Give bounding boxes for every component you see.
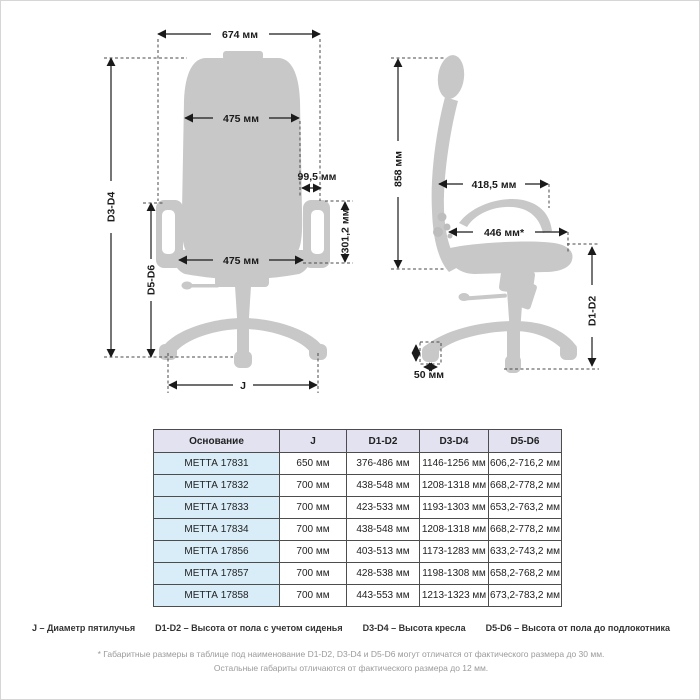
value-d3d4: 1208-1318 мм — [420, 475, 489, 497]
model-name: МЕТТА 17832 — [154, 475, 280, 497]
chair-back-view — [104, 29, 353, 393]
caster-front — [505, 355, 521, 373]
table-row — [154, 519, 562, 541]
legend-item-j — [32, 623, 135, 633]
value-j: 700 мм — [280, 585, 347, 607]
col-header-j: J — [280, 430, 347, 453]
legend-desc: – Высота кресла — [391, 623, 466, 633]
legend-item-d5d6 — [486, 623, 670, 633]
value-d1d2: 438-548 мм — [347, 475, 420, 497]
dim-backrest-width: 475 мм — [223, 113, 259, 125]
adjust-knob — [444, 224, 451, 231]
adjust-knob — [433, 227, 443, 237]
legend-desc: – Высота от пола с учетом сиденья — [183, 623, 343, 633]
headrest — [435, 54, 466, 101]
legend-key: J — [31, 623, 37, 633]
value-j: 700 мм — [280, 475, 347, 497]
caster-side-left — [422, 345, 439, 362]
dimensions-table — [153, 429, 562, 607]
backrest — [182, 58, 302, 254]
legend-desc: – Диаметр пятилучья — [39, 623, 136, 633]
model-name: МЕТТА 17858 — [154, 585, 280, 607]
model-name: МЕТТА 17857 — [154, 563, 280, 585]
value-d1d2: 423-533 мм — [347, 497, 420, 519]
value-d1d2: 403-513 мм — [347, 541, 420, 563]
model-name: МЕТТА 17834 — [154, 519, 280, 541]
dimension-legend — [1, 623, 700, 633]
value-d5d6: 606,2-716,2 мм — [489, 453, 562, 475]
front-leg — [507, 329, 520, 359]
table-row — [154, 475, 562, 497]
value-d1d2: 376-486 мм — [347, 453, 420, 475]
value-d5d6: 653,2-763,2 мм — [489, 497, 562, 519]
adjust-knob — [448, 234, 453, 239]
value-d5d6: 658,2-768,2 мм — [489, 563, 562, 585]
adjust-rod — [465, 294, 507, 301]
value-d3d4: 1193-1303 мм — [420, 497, 489, 519]
model-name: МЕТТА 17833 — [154, 497, 280, 519]
legend-key: D3-D4 — [362, 623, 389, 633]
legend-key: D5-D6 — [485, 623, 512, 633]
table-row — [154, 497, 562, 519]
table-row — [154, 453, 562, 475]
dim-back-height: 858 мм — [392, 151, 405, 187]
dim-armrest-height: 301,2 мм — [339, 208, 352, 254]
value-d3d4: 1198-1308 мм — [420, 563, 489, 585]
value-d3d4: 1173-1283 мм — [420, 541, 489, 563]
lever-handle — [182, 282, 193, 290]
col-header-base: Основание — [154, 430, 280, 453]
model-name: МЕТТА 17856 — [154, 541, 280, 563]
caster-side-right — [560, 343, 577, 360]
dim-upper-depth: 418,5 мм — [471, 179, 517, 191]
value-d5d6: 668,2-778,2 мм — [489, 519, 562, 541]
value-d3d4: 1213-1323 мм — [420, 585, 489, 607]
legend-item-d1d2 — [155, 623, 342, 633]
dim-overall-width: 674 мм — [222, 29, 258, 41]
value-j: 700 мм — [280, 519, 347, 541]
footnote-line-2: Остальные габариты отличаются от фактического размера до 12 мм. — [213, 663, 489, 673]
table-row — [154, 563, 562, 585]
armrest-left-slot — [162, 210, 175, 254]
chair-side-view — [391, 54, 599, 381]
footnote — [1, 647, 700, 675]
col-header-d5d6: D5-D6 — [489, 430, 562, 453]
caster-right — [309, 344, 327, 360]
value-d5d6: 668,2-778,2 мм — [489, 475, 562, 497]
rod-handle — [459, 293, 470, 301]
legend-desc: – Высота от пола до подлокотника — [514, 623, 671, 633]
value-j: 700 мм — [280, 541, 347, 563]
table-row — [154, 541, 562, 563]
value-d5d6: 633,2-743,2 мм — [489, 541, 562, 563]
base-profile — [425, 321, 577, 353]
value-d1d2: 428-538 мм — [347, 563, 420, 585]
legend-item-d3d4 — [363, 623, 466, 633]
dim-d1d2-label: D1-D2 — [586, 295, 599, 327]
value-d5d6: 673,2-783,2 мм — [489, 585, 562, 607]
value-d3d4: 1208-1318 мм — [420, 519, 489, 541]
dim-caster-size: 50 мм — [413, 369, 445, 381]
value-j: 700 мм — [280, 563, 347, 585]
value-d1d2: 443-553 мм — [347, 585, 420, 607]
dim-seat-width: 475 мм — [223, 255, 259, 267]
dim-d5d6-label: D5-D6 — [145, 264, 158, 296]
caster-left — [159, 344, 177, 360]
dim-armrest-offset: 99,5 мм — [297, 171, 337, 183]
caster-center — [234, 351, 252, 368]
table-header-row — [154, 430, 562, 453]
dim-seat-depth: 446 мм* — [483, 227, 525, 239]
dim-d3d4-label: D3-D4 — [105, 191, 118, 223]
center-leg — [237, 325, 249, 355]
footnote-line-1: * Габаритные размеры в таблице под наименование D1-D2, D3-D4 и D5-D6 могут отличатся от фактического размера до 30 мм. — [97, 649, 605, 659]
table-row — [154, 585, 562, 607]
armrest-right-slot — [311, 210, 324, 254]
seat-mechanism — [215, 265, 269, 287]
value-d3d4: 1146-1256 мм — [420, 453, 489, 475]
value-d1d2: 438-548 мм — [347, 519, 420, 541]
value-j: 700 мм — [280, 497, 347, 519]
value-j: 650 мм — [280, 453, 347, 475]
col-header-d1d2: D1-D2 — [347, 430, 420, 453]
col-header-d3d4: D3-D4 — [420, 430, 489, 453]
chair-dimension-diagram — [1, 1, 700, 421]
adjust-knob — [438, 213, 447, 222]
dim-base-diameter: J — [240, 380, 246, 392]
legend-key: D1-D2 — [155, 623, 182, 633]
model-name: МЕТТА 17831 — [154, 453, 280, 475]
